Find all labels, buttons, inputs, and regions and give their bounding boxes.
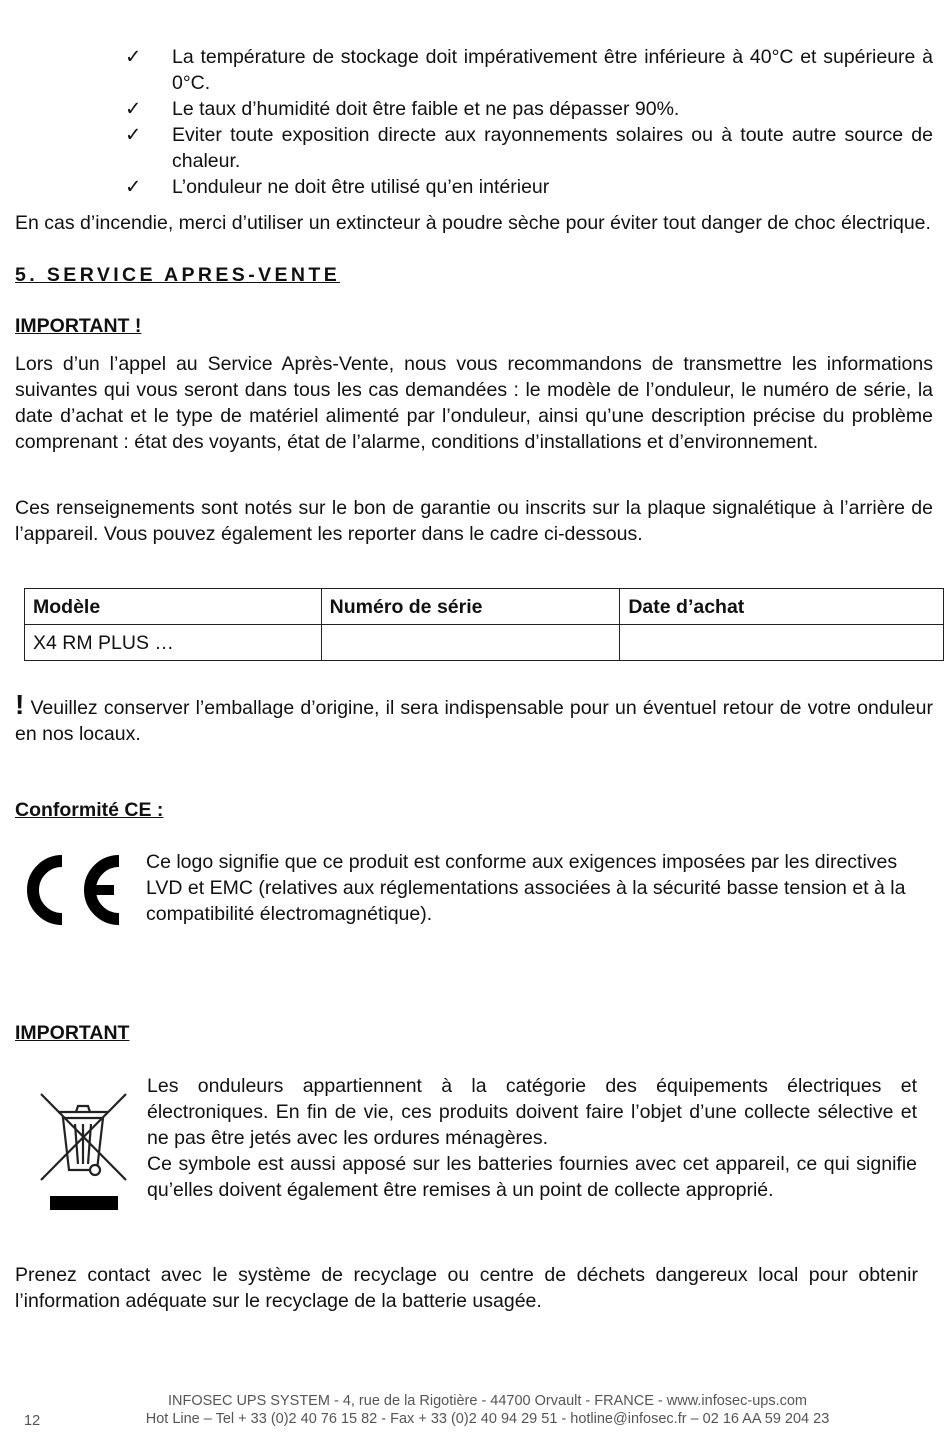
header-cell-date: Date d’achat [620,589,944,625]
checkmark-icon: ✓ [125,98,142,120]
product-info-table [24,588,944,661]
checkmark-icon: ✓ [125,124,142,146]
header-cell-serial: Numéro de série [321,589,620,625]
footer [100,1392,875,1428]
cell-model: X4 RM PLUS … [25,625,322,661]
table-row [25,625,944,661]
checkmark-icon: ✓ [125,176,142,198]
checkmark-icon: ✓ [125,46,142,68]
list-item: ✓ Le taux d’humidité doit être faible et ne pas dépasser 90%. [125,98,680,120]
exclamation-icon: ! [15,689,25,720]
cell-date [620,625,944,661]
storage-conditions-list [125,44,933,200]
header-cell-model: Modèle [25,589,322,625]
weee-heading: IMPORTANT [15,1022,130,1044]
list-item: ✓ La température de stockage doit impérativement être inférieure à 40°C et supérieure à 0°C. [125,46,933,94]
service-paragraph-1: Lors d’un l’appel au Service Après-Vente, nous vous recommandons de transmettre les informations suivantes qui vous seront dans tous les cas demandées : le modèle de l’onduleur, le numéro de série, la date d’achat et le type de matériel alimenté par l’onduleur, ainsi qu’une description précise du problème comprenant : état des voyants, état de l’alarme, conditions d’installations et d’environnement. [15,353,933,453]
crossed-out-bin-icon [38,1090,130,1214]
table-header-row [25,589,944,625]
list-item: ✓ L’onduleur ne doit être utilisé qu’en intérieur [125,176,550,198]
recycling-notice: Prenez contact avec le système de recyclage ou centre de déchets dangereux local pour obtenir l’information adéquate sur le recyclage de la batterie usagée. [15,1264,918,1312]
ce-description: Ce logo signifie que ce produit est conforme aux exigences imposées par les directives LVD et EMC (relatives aux réglementations associées à la sécurité basse tension et à la compatibilité électromagnétique). [146,851,906,925]
section-title: 5. SERVICE APRES-VENTE [15,264,341,286]
fire-notice: En cas d’incendie, merci d’utiliser un extincteur à poudre sèche pour éviter tout danger de choc électrique. [15,212,931,234]
ce-logo-icon [18,851,124,929]
ce-heading: Conformité CE : [15,799,164,821]
page-number: 12 [24,1413,41,1429]
footer-contact: Hot Line – Tel + 33 (0)2 40 76 15 82 - Fax + 33 (0)2 40 94 29 51 - hotline@infosec.fr – 02 16 AA 59 204 23 [145,1411,830,1427]
service-paragraph-2: Ces renseignements sont notés sur le bon de garantie ou inscrits sur la plaque signalétique à l’arrière de l’appareil. Vous pouvez également les reporter dans le cadre ci-dessous. [15,497,933,545]
important-heading: IMPORTANT ! [15,315,142,337]
list-item: ✓ Eviter toute exposition directe aux rayonnements solaires ou à toute autre source de chaleur. [125,124,933,172]
footer-address: INFOSEC UPS SYSTEM - 4, rue de la Rigotière - 44700 Orvault - FRANCE - www.infosec-ups.com [167,1393,807,1409]
packaging-notice: ! Veuillez conserver l’emballage d’origine, il sera indispensable pour un éventuel retour de votre onduleur en nos locaux. [15,689,933,745]
weee-description: Les onduleurs appartiennent à la catégorie des équipements électriques et électroniques. En fin de vie, ces produits doivent faire l’objet d’une collecte sélective et ne pas être jetés avec les ordures ménagères. Ce symbole est aussi apposé sur les batteries fournies avec cet appareil, ce qui signifie qu’elles doivent également être remises à un point de collecte approprié. [147,1075,917,1201]
cell-serial [321,625,620,661]
